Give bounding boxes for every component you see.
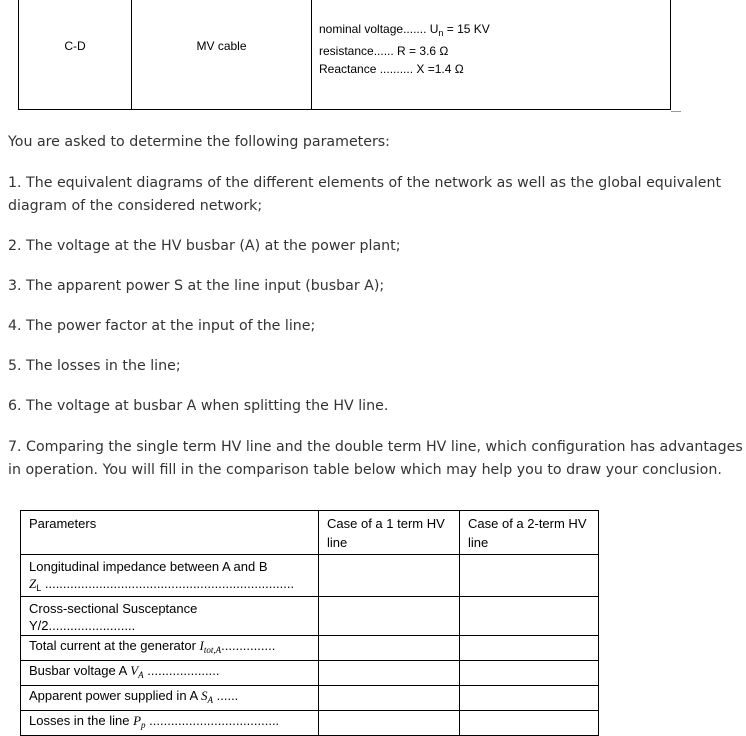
header-parameters: Parameters xyxy=(21,511,319,555)
param-current: Total current at the generator $I_{tot,A}$............... xyxy=(21,636,319,661)
section-cell xyxy=(19,0,132,110)
question-5: 5. The losses in the line; xyxy=(8,358,181,374)
comparison-table xyxy=(20,510,599,736)
table-row xyxy=(21,597,599,636)
param-impedance: Longitudinal impedance between A and B $Z_L$ ..................................................................... xyxy=(21,555,319,597)
value-1-term-cell[interactable] xyxy=(319,661,460,686)
param-voltage: Busbar voltage A $V_A$ .................... xyxy=(21,661,319,686)
specs-cell xyxy=(312,0,671,110)
value-2-term-cell[interactable] xyxy=(460,597,599,636)
value-1-term-cell[interactable] xyxy=(319,711,460,736)
value-1-term-cell[interactable] xyxy=(319,597,460,636)
value-2-term-cell[interactable] xyxy=(460,661,599,686)
value-1-term-cell[interactable] xyxy=(319,686,460,711)
spec-voltage: nominal voltage....... $U_n = 15$ KV xyxy=(319,22,490,38)
element-label: MV cable xyxy=(196,39,247,53)
question-4: 4. The power factor at the input of the line; xyxy=(8,318,316,334)
value-2-term-cell[interactable] xyxy=(460,636,599,661)
element-cell xyxy=(132,0,312,110)
spec-resistance: resistance...... R = 3.6 Ω xyxy=(319,44,449,58)
question-3: 3. The apparent power S at the line input (busbar A); xyxy=(8,278,385,294)
table-row xyxy=(21,711,599,736)
param-susceptance: Cross-sectional Susceptance Y/2........................ xyxy=(21,597,319,636)
segment-table xyxy=(18,0,671,110)
intro-text: You are asked to determine the following parameters: xyxy=(8,134,390,150)
table-row xyxy=(19,0,671,110)
spec-reactance: Reactance .......... X =1.4 Ω xyxy=(319,62,464,76)
section-label: C-D xyxy=(64,39,86,53)
value-1-term-cell[interactable] xyxy=(319,555,460,597)
value-2-term-cell[interactable] xyxy=(460,555,599,597)
question-2: 2. The voltage at the HV busbar (A) at the power plant; xyxy=(8,238,401,254)
specs-list xyxy=(312,0,670,78)
question-6: 6. The voltage at busbar A when splitting the HV line. xyxy=(8,398,389,414)
table-row xyxy=(21,686,599,711)
table-corner-mark xyxy=(671,111,681,112)
header-2-term: Case of a 2-term HV line xyxy=(460,511,599,555)
table-row xyxy=(21,661,599,686)
param-apparent-power: Apparent power supplied in A $S_A$ ...... xyxy=(21,686,319,711)
header-1-term: Case of a 1 term HV line xyxy=(319,511,460,555)
value-1-term-cell[interactable] xyxy=(319,636,460,661)
table-header-row xyxy=(21,511,599,555)
table-row xyxy=(21,555,599,597)
question-1: 1. The equivalent diagrams of the different elements of the network as well as the global equivalent diagram of the considered network; xyxy=(8,175,722,214)
param-losses: Losses in the line $P_p$ .................................... xyxy=(21,711,319,736)
table-row xyxy=(21,636,599,661)
value-2-term-cell[interactable] xyxy=(460,686,599,711)
question-7: 7. Comparing the single term HV line and the double term HV line, which configuration has advantages in operation. You will fill in the comparison table below which may help you to draw your conclusion. xyxy=(8,439,743,478)
value-2-term-cell[interactable] xyxy=(460,711,599,736)
